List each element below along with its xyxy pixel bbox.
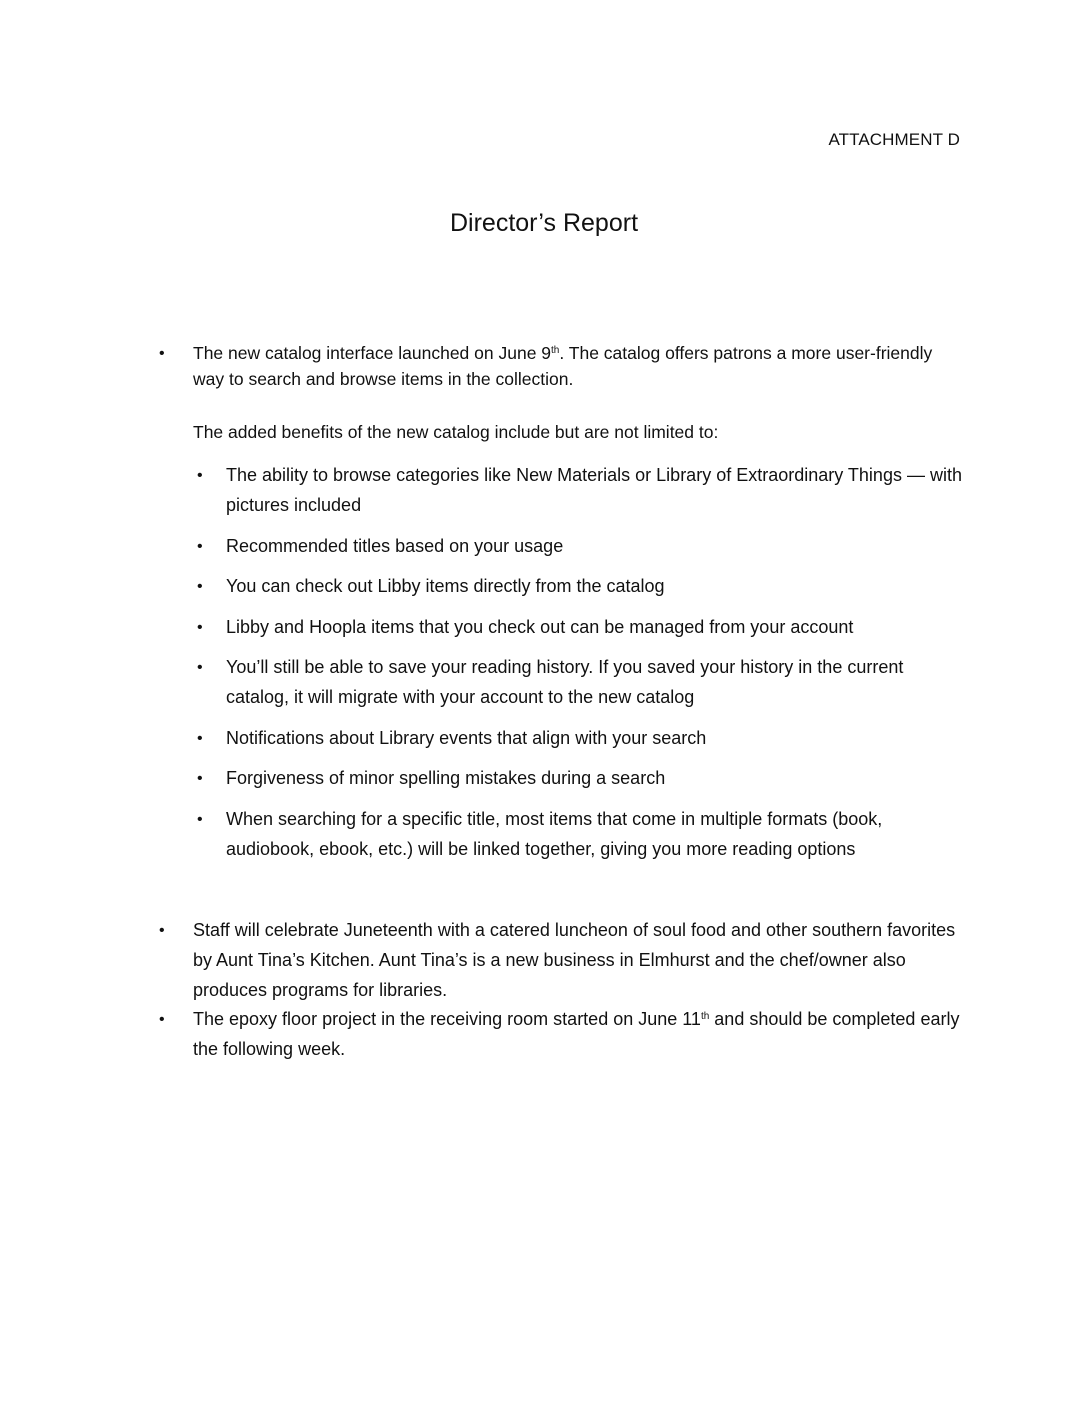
sub-bullet-dot: •	[197, 538, 203, 555]
sub-bullet-dot: •	[197, 619, 203, 636]
benefit-item: Forgiveness of minor spelling mistakes during a search	[226, 768, 666, 788]
benefit-item: Notifications about Library events that align with your search	[226, 728, 707, 748]
ordinal-suffix: th	[700, 1011, 710, 1022]
ordinal-suffix: th	[551, 345, 560, 356]
sub-bullet-dot: •	[197, 811, 203, 828]
benefit-item: Recommended titles based on your usage	[226, 536, 564, 556]
sub-bullet-dot: •	[197, 770, 203, 787]
benefit-item: When searching for a specific title, most items that come in multiple formats (book, audiobook, ebook, etc.) will be linked together, giving you more reading options	[226, 809, 883, 859]
sub-bullet-dot: •	[197, 467, 203, 484]
bullet-text-pre: The epoxy floor project in the receiving room started on June 11	[193, 1009, 701, 1029]
bullet-epoxy-floor	[193, 1004, 965, 1064]
bullet-dot: •	[159, 922, 165, 939]
bullet-text-pre: The new catalog interface launched on June 9	[193, 343, 552, 363]
bullet-juneteenth: Staff will celebrate Juneteenth with a catered luncheon of soul food and other southern favorites by Aunt Tina’s Kitchen. Aunt Tina’s is a new business in Elmhurst and the chef/owner also produces programs for libraries.	[193, 920, 956, 1000]
bullet-dot: •	[159, 345, 165, 362]
sub-bullet-dot: •	[197, 578, 203, 595]
benefit-item: The ability to browse categories like New Materials or Library of Extraordinary Things — with pictures included	[226, 465, 962, 515]
bullet-dot: •	[159, 1011, 165, 1028]
benefit-item: You’ll still be able to save your reading history. If you saved your history in the current catalog, it will migrate with your account to the new catalog	[226, 657, 904, 707]
sub-bullet-dot: •	[197, 730, 203, 747]
benefit-item: Libby and Hoopla items that you check out can be managed from your account	[226, 617, 854, 637]
bullet-catalog-launch	[193, 340, 965, 392]
benefit-item: You can check out Libby items directly from the catalog	[226, 576, 665, 596]
sub-bullet-dot: •	[197, 659, 203, 676]
attachment-label: ATTACHMENT D	[828, 130, 960, 149]
page-title: Director’s Report	[449, 209, 639, 237]
bullet-text-post: and should be completed early the following week.	[193, 1009, 960, 1059]
benefits-intro: The added benefits of the new catalog include but are not limited to:	[193, 422, 719, 442]
bullet-text-post: . The catalog offers patrons a more user-friendly way to search and browse items in the collection.	[193, 343, 933, 389]
